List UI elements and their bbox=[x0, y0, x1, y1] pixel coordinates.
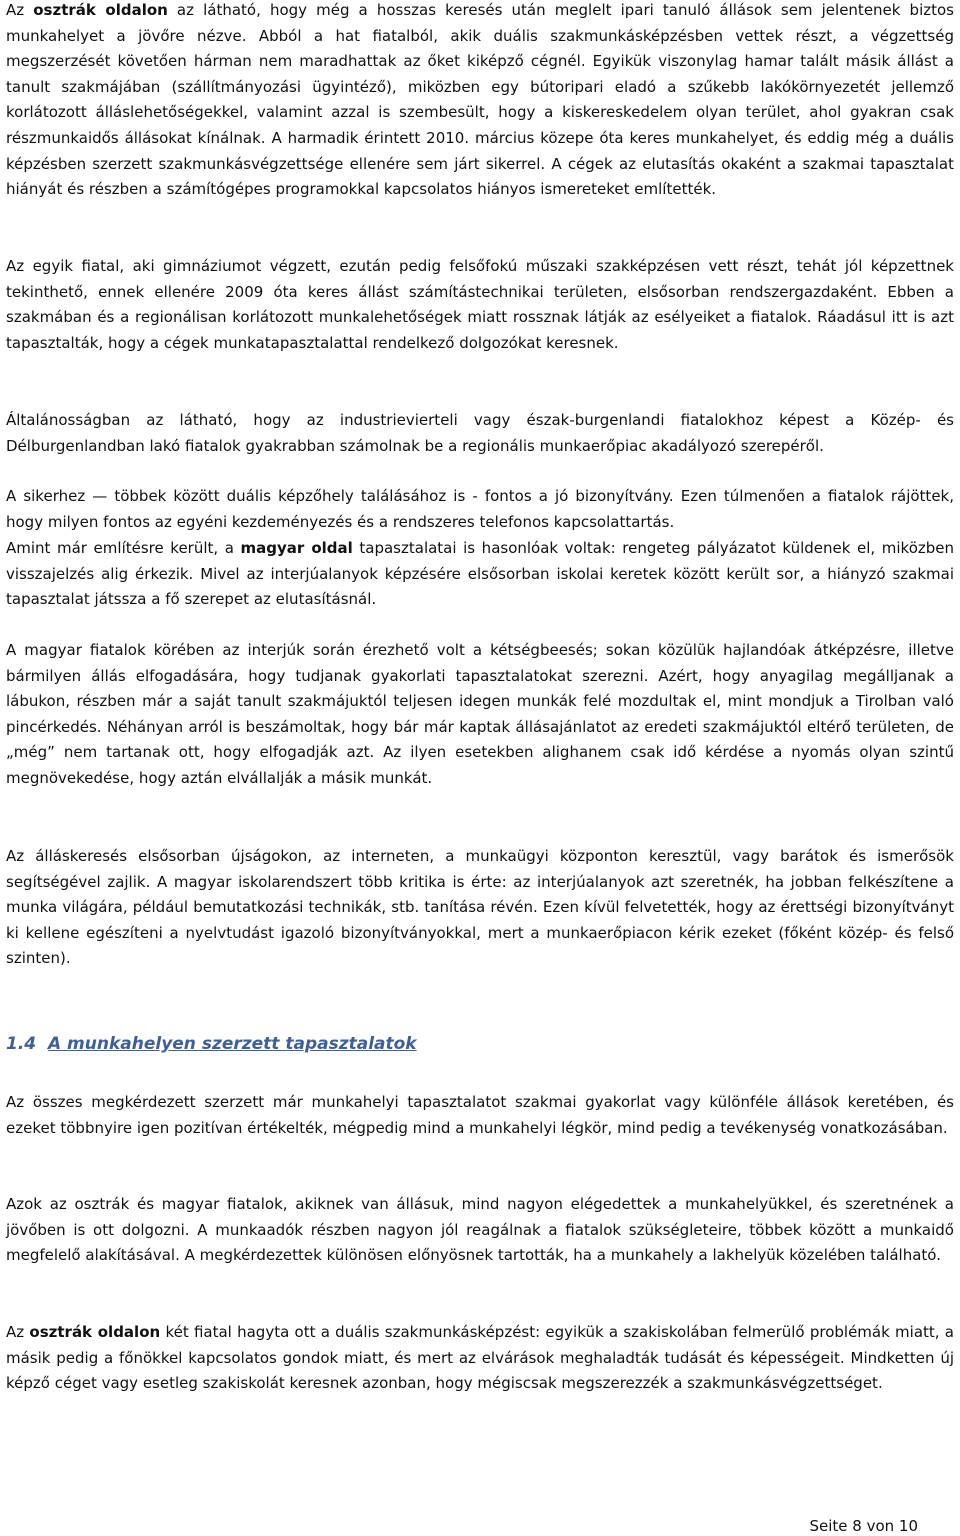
paragraph-young-graduate: Az egyik fiatal, aki gimnáziumot végzett, ezután pedig felsőfokú műszaki szakképzésen vett részt, tehát jól képzettnek tekinthető, ennek ellenére 2009 óta keres állást számítástechnikai területen, elsősorban rendszergazdaként. Ebben a szakmában és a regionálisan korlátozott munkalehetőségek miatt rossznak látják az esélyeiket a fiatalok. Ráadásul itt is azt tapasztalták, hogy a cégek munkatapasztalattal rendelkező dolgozókat keresnek. bbox=[6, 257, 954, 352]
paragraph-austrian-side-intro bbox=[6, 0, 954, 203]
bold-text: osztrák oldalon bbox=[33, 1, 168, 19]
paragraph-dropouts bbox=[6, 1320, 954, 1397]
paragraph-hungarian-side bbox=[6, 536, 954, 613]
page-number-footer: Seite 8 von 10 bbox=[809, 1517, 918, 1535]
text-run: az látható, hogy még a hosszas keresés után meglelt ipari tanuló állások sem jelentenek biztos munkahelyet a jövőre nézve. Abból a hat fiatalból, akik duális szakmunkásképzésben vettek részt, a végzettség megszerzését követően hárman nem maradhattak az őket kiképző cégnél. Egyikük viszonylag hamar talált másik állást a tanult szakmájában (szállítmányozási ügyintéző), miközben egy bútoripari eladó a szűkebb lakókörnyezetét jellemző korlátozott álláslehetőségekkel, valamint azzal is szembesült, hogy a kiskereskedelem olyan terület, ahol gyakran csak részmunkaidős állásokat kínálnak. A harmadik érintett 2010. március közepe óta keres munkahelyet, és eddig még a duális képzésben szerzett szakmunkásvégzettsége ellenére sem járt sikerrel. A cégek az elutasítás okaként a szakmai tapasztalat hiányát és részben a számítógépes programokkal kapcsolatos hiányos ismereteket említették. bbox=[6, 1, 954, 199]
paragraph-satisfaction: Azok az osztrák és magyar fiatalok, akiknek van állásuk, mind nagyon elégedettek a munkahelyükkel, és szeretnének a jövőben is ott dolgozni. A munkaadók részben nagyon jól reagálnak a fiatalok szükségleteire, többek között a munkaidő megfelelő alakításával. A megkérdezettek különösen előnyösnek tartották, ha a munkahely a lakhelyük közelében található. bbox=[6, 1195, 954, 1265]
text-run: tapasztalatai is hasonlóak voltak: rengeteg pályázatot küldenek el, miközben visszajelzés alig érkezik. Mivel az interjúalanyok képzésére elsősorban iskolai keretek között került sor, a hiányzó szakmai tapasztalat játssza a fő szerepet az elutasításnál. bbox=[6, 539, 954, 609]
section-number: 1.4 bbox=[6, 1034, 37, 1054]
text-run: Az bbox=[6, 1, 34, 19]
text-run: Az bbox=[6, 1323, 30, 1341]
section-heading bbox=[6, 1034, 417, 1054]
paragraph-hungarian-desperation: A magyar fiatalok körében az interjúk során érezhető volt a kétségbeesés; sokan közülük hajlandóak átképzésre, illetve bármilyen állás elfogadására, hogy tudjanak gyakorlati tapasztalatokat szerezni. Azért, hogy anyagilag megálljanak a lábukon, részben már a saját tanult szakmájuktól teljesen idegen munkák felé mozdultak el, mint mondjuk a Tirolban való pincérkedés. Néhányan arról is beszámoltak, hogy bár már kaptak állásajánlatot az eredeti szakmájuktól eltérő területen, de „még” nem tartanak ott, hogy elfogadják azt. Az ilyen esetekben alighanem csak idő kérdése a nyomás olyan szintű megnövekedése, hogy aztán elvállalják a másik munkát. bbox=[6, 641, 954, 787]
paragraph-job-search: Az álláskeresés elsősorban újságokon, az interneten, a munkaügyi központon keresztül, vagy barátok és ismerősök segítségével zajlik. A magyar iskolarendszert több kritika is érte: az interjúalanyok azt szeretnék, ha jobban felkészítene a munka világára, például bemutatkozási technikák, stb. tanítása révén. Ezen kívül felvetették, hogy az érettségi bizonyítványt ki kellene egészíteni a nyelvtudást igazoló bizonyítványokkal, mert a munkaerőpiacon kérik ezeket (főként közép- és felső szinten). bbox=[6, 847, 954, 968]
paragraph-general-observation: Általánosságban az látható, hogy az industrieviertelі vagy észak-burgenlandi fiatalokhoz képest a Közép- és Délburgenlandban lakó fiatalok gyakrabban számolnak be a regionális munkaerőpiac akadályozó szerepéről. bbox=[6, 411, 954, 455]
text-run: két fiatal hagyta ott a duális szakmunkásképzést: egyikük a szakiskolában felmerülő problémák miatt, a másik pedig a főnökkel kapcsolatos gondok miatt, és mert az elvárások meghaladták tudását és képességeit. Mindketten új képző céget vagy esetleg szakiskolát keresnek azonban, hogy mégiscsak megszerezzék a szakmunkásvégzettséget. bbox=[6, 1323, 955, 1393]
section-title: A munkahelyen szerzett tapasztalatok bbox=[47, 1034, 417, 1054]
text-run: Amint már említésre került, a bbox=[6, 539, 241, 557]
bold-text: osztrák oldalon bbox=[29, 1323, 161, 1341]
paragraph-success-factors: A sikerhez — többek között duális képzőhely találásához is - fontos a jó bizonyítvány. Ezen túlmenően a fiatalok rájöttek, hogy milyen fontos az egyéni kezdeményezés és a rendszeres telefonos kapcsolattartás. bbox=[6, 487, 954, 531]
bold-text: magyar oldal bbox=[240, 539, 353, 557]
paragraph-work-experience: Az összes megkérdezett szerzett már munkahelyi tapasztalatot szakmai gyakorlat vagy különféle állások keretében, és ezeket többnyire igen pozitívan értékelték, mégpedig mind a munkahelyi légkör, mind pedig a tevékenység vonatkozásában. bbox=[6, 1093, 954, 1137]
